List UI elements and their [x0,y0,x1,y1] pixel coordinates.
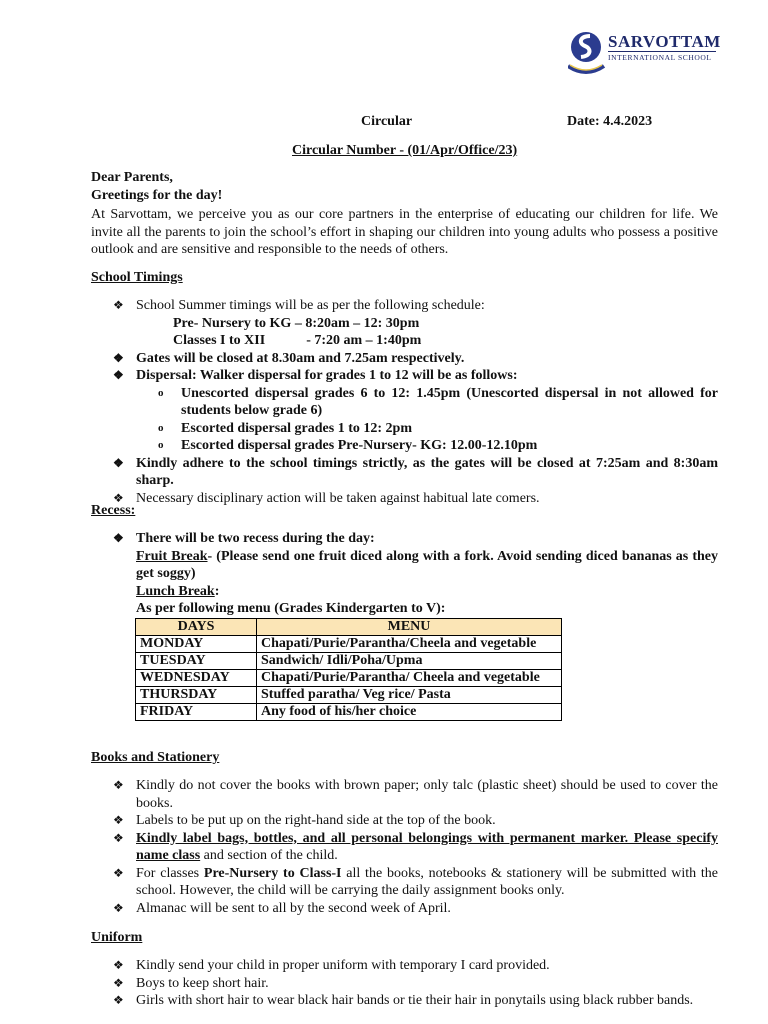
list-item [113,315,718,333]
list-item: ❖ Dispersal: Walker dispersal for grades 1 to 12 will be as follows: o Unescorted dispersal grades 6 to 12: 1.45pm (Unescorted dispersal in not allowed for students below grade 6) o Escorted dispersal grades 1 to 12: 2pm o Escorted dispersal grades Pre-Nursery- KG: 12.00-12.10pm [113,368,718,453]
menu-cell: Chapati/Purie/Parantha/ Cheela and vegetable [257,670,562,687]
day-cell: WEDNESDAY [136,670,257,687]
uniform-list [113,957,718,1010]
section-heading-uniform: Uniform [91,930,143,945]
logo-subtitle: INTERNATIONAL SCHOOL [608,53,712,62]
day-cell: THURSDAY [136,687,257,704]
diamond-bullet-icon: ❖ [113,298,124,312]
diamond-bullet-icon: ❖ [113,975,124,990]
diamond-bullet-icon: ❖ [113,490,124,505]
menu-cell: Sandwich/ Idli/Poha/Upma [257,653,562,670]
circular-number: Circular Number - (01/Apr/Office/23) [292,143,518,158]
schedule-line: Pre- Nursery to KG – 8:20am – 12: 30pm [173,315,420,331]
table-row [136,704,562,721]
table-header-row [136,619,562,636]
timings-list [113,297,718,507]
diamond-bullet-icon: ❖ [113,455,124,470]
list-item: ❖ Kindly send your child in proper uniform with temporary I card provided. [113,958,550,973]
dispersal-sublist [136,385,718,455]
day-cell: MONDAY [136,636,257,653]
diamond-bullet-icon: ❖ [113,350,124,365]
schedule-line: Classes I to XII - 7:20 am – 1:40pm [173,333,422,348]
greetings-line: Greetings for the day! [91,188,223,203]
fruit-break-text: - (Please send one fruit diced along with a fork. Avoid sending diced bananas as they get soggy) [136,548,718,581]
fruit-break-label: Fruit Break [136,548,208,564]
list-item: ❖ Girls with short hair to wear black hair bands or tie their hair in ponytails using black rubber bands. [113,993,694,1008]
school-logo [568,28,748,80]
list-item: ❖ There will be two recess during the day: [113,531,375,546]
list-item: ❖ Kindly adhere to the school timings strictly, as the gates will be closed at 7:25am and 8:30am sharp. [113,455,718,488]
menu-cell: Chapati/Purie/Parantha/Cheela and vegetable [257,636,562,653]
list-item [113,332,718,350]
section-heading-timings: School Timings [91,270,183,285]
lunch-break-label: Lunch Break [136,583,215,599]
column-header-days: DAYS [136,619,257,636]
circle-bullet-icon: o [158,439,164,451]
table-row [136,636,562,653]
menu-intro: As per following menu (Grades Kindergarten to V): [136,601,446,616]
diamond-bullet-icon: ❖ [113,830,124,845]
list-item: ❖ Boys to keep short hair. [113,975,269,991]
list-item: ❖ Kindly do not cover the books with brown paper; only talc (plastic sheet) should be used to cover the books. [113,778,718,811]
logo-rule [608,51,716,52]
list-item: ❖ Labels to be put up on the right-hand side at the top of the book. [113,813,496,828]
column-header-menu: MENU [257,619,562,636]
list-item: ❖ Almanac will be sent to all by the second week of April. [113,900,451,916]
school-emblem-icon [568,28,606,80]
circle-bullet-icon: o [158,386,164,399]
section-heading-recess: Recess: [91,503,136,518]
intro-paragraph: At Sarvottam, we perceive you as our core partners in the enterprise of educating our children for life. We invite all the parents to join the school’s effort in shaping our children into young adults who possess a positive outlook and are sensitive and responsible to the needs of others. [91,207,718,257]
diamond-bullet-icon: ❖ [113,865,124,880]
recess-list [113,530,718,618]
salutation: Dear Parents, [91,170,173,185]
list-item: ❖ Necessary disciplinary action will be taken against habitual late comers. [113,490,540,506]
circular-title: Circular [361,114,413,129]
table-row [136,687,562,704]
sub-list-item: o Escorted dispersal grades 1 to 12: 2pm [158,420,412,436]
lunch-menu-table [135,618,562,721]
menu-cell: Any food of his/her choice [257,704,562,721]
diamond-bullet-icon: ❖ [113,900,124,915]
menu-cell: Stuffed paratha/ Veg rice/ Pasta [257,687,562,704]
diamond-bullet-icon: ❖ [113,813,124,827]
circle-bullet-icon: o [158,421,164,434]
section-heading-books: Books and Stationery [91,750,220,765]
list-item: ❖ For classes Pre-Nursery to Class-I all the books, notebooks & stationery will be submitted with the school. However, the child will be carrying the daily assignment books only. [113,865,718,898]
list-item: ❖ Gates will be closed at 8.30am and 7.25am respectively. [113,350,465,366]
diamond-bullet-icon: ❖ [113,778,124,792]
diamond-bullet-icon: ❖ [113,531,124,545]
day-cell: FRIDAY [136,704,257,721]
diamond-bullet-icon: ❖ [113,993,124,1007]
list-item: ❖ School Summer timings will be as per the following schedule: [113,298,485,313]
day-cell: TUESDAY [136,653,257,670]
sub-list-item: o Escorted dispersal grades Pre-Nursery- KG: 12.00-12.10pm [158,438,538,453]
logo-name: SARVOTTAM [608,32,721,51]
diamond-bullet-icon: ❖ [113,958,124,972]
circular-date: Date: 4.4.2023 [567,114,653,129]
table-row [136,670,562,687]
list-item [113,548,718,583]
list-item [113,600,718,618]
books-list [113,777,718,917]
sub-list-item: o Unescorted dispersal grades 6 to 12: 1.45pm (Unescorted dispersal in not allowed for students below grade 6) [158,385,718,418]
list-item: ❖ Kindly label bags, bottles, and all personal belongings with permanent marker. Please specify name class and section of the child. [113,830,718,863]
diamond-bullet-icon: ❖ [113,368,124,382]
table-row [136,653,562,670]
list-item: Lunch Break: [136,583,220,599]
